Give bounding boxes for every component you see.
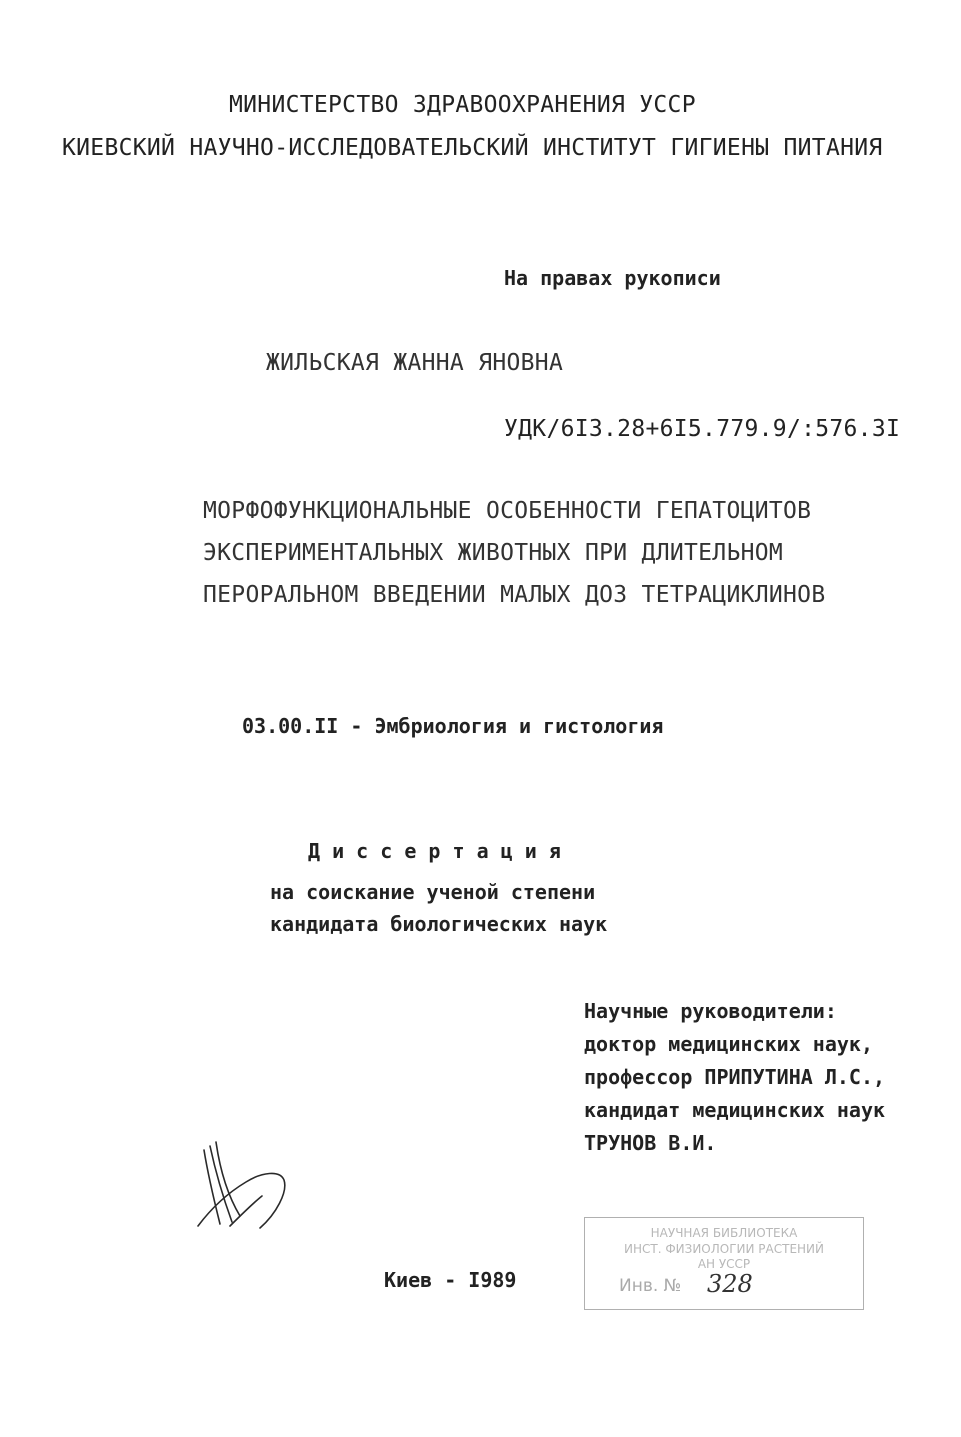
title-line-3: ПЕРОРАЛЬНОМ ВВЕДЕНИИ МАЛЫХ ДОЗ ТЕТРАЦИКЛИНОВ <box>203 582 826 608</box>
stamp-inventory-label: Инв. № <box>619 1276 682 1296</box>
stamp-inventory-number: 328 <box>707 1270 753 1298</box>
stamp-line-1: НАУЧНАЯ БИБЛИОТЕКА <box>650 1226 798 1240</box>
manuscript-rights: На правах рукописи <box>504 266 721 290</box>
supervisor-line-3: кандидат медицинских наук <box>584 1098 886 1122</box>
stamp-line-2: ИНСТ. ФИЗИОЛОГИИ РАСТЕНИЙ <box>623 1242 825 1256</box>
udc-code: УДК/6I3.28+6I5.779.9/:576.3I <box>504 416 901 442</box>
institute-name: КИЕВСКИЙ НАУЧНО-ИССЛЕДОВАТЕЛЬСКИЙ ИНСТИТУТ ГИГИЕНЫ ПИТАНИЯ <box>62 135 883 161</box>
title-line-1: МОРФОФУНКЦИОНАЛЬНЫЕ ОСОБЕННОСТИ ГЕПАТОЦИТОВ <box>203 498 812 524</box>
handwritten-signature <box>190 1130 300 1240</box>
supervisors-heading: Научные руководители: <box>584 999 837 1023</box>
dissertation-label: Д и с с е р т а ц и я <box>308 839 561 863</box>
supervisor-line-1: доктор медицинских наук, <box>584 1032 873 1056</box>
supervisor-line-2: профессор ПРИПУТИНА Л.С., <box>584 1065 886 1089</box>
stamp-line-3: АН УССР <box>697 1257 751 1271</box>
degree-purpose-line-2: кандидата биологических наук <box>270 912 608 936</box>
supervisor-line-4: ТРУНОВ В.И. <box>584 1131 717 1155</box>
title-line-2: ЭКСПЕРИМЕНТАЛЬНЫХ ЖИВОТНЫХ ПРИ ДЛИТЕЛЬНОМ <box>203 540 784 566</box>
author-name: ЖИЛЬСКАЯ ЖАННА ЯНОВНА <box>266 350 564 376</box>
degree-purpose-line-1: на соискание ученой степени <box>270 880 596 904</box>
specialty-code: 03.00.II - Эмбриология и гистология <box>242 714 664 738</box>
library-stamp <box>584 1217 864 1310</box>
ministry-name: МИНИСТЕРСТВО ЗДРАВООХРАНЕНИЯ УССР <box>229 92 696 118</box>
place-and-year: Киев - I989 <box>384 1268 517 1292</box>
